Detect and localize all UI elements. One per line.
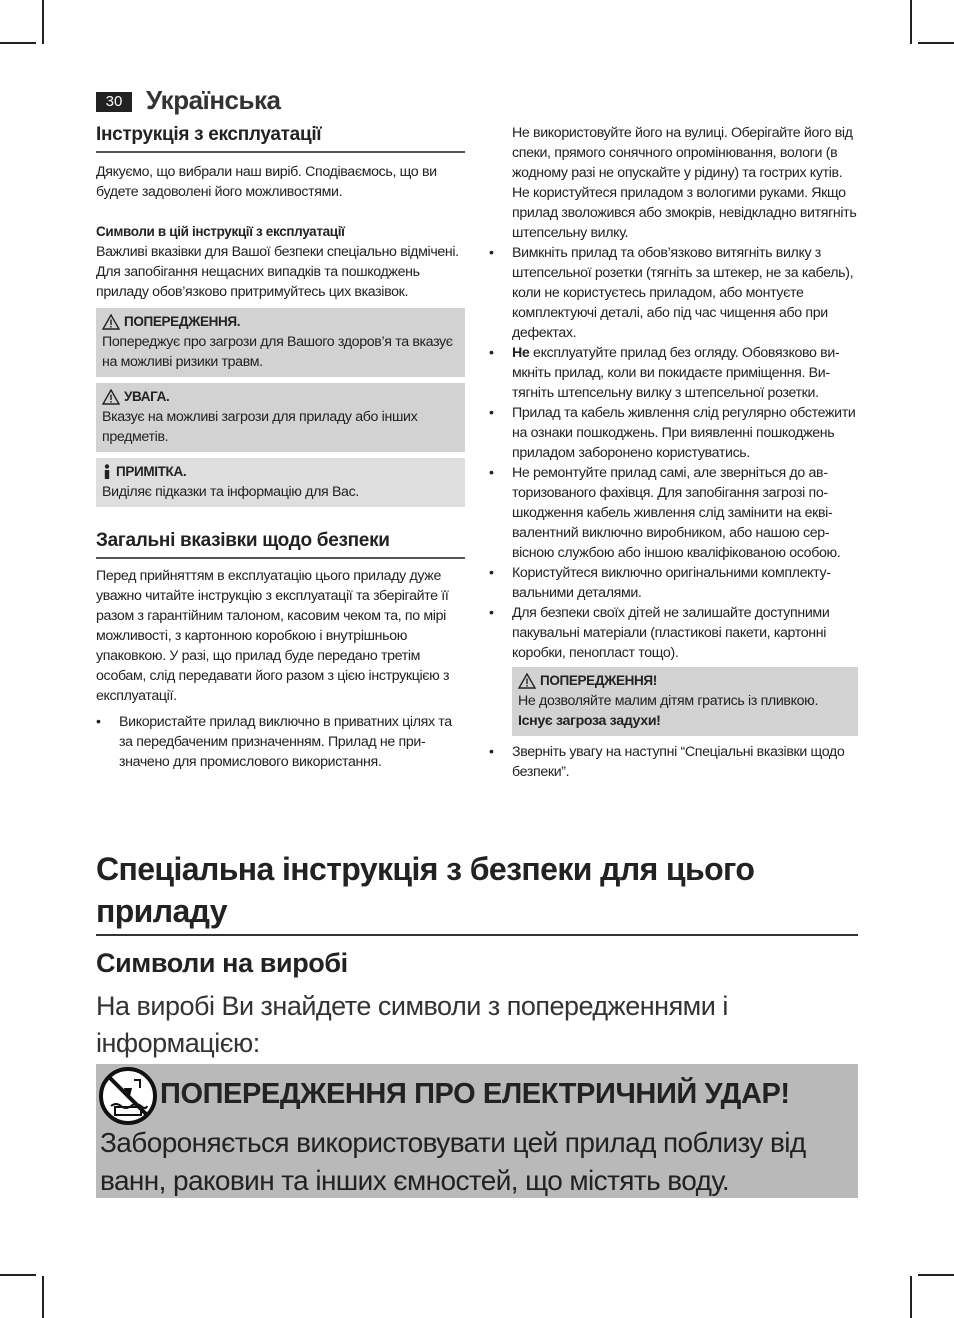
caution-box-title: УВАГА. (124, 389, 170, 404)
left-column (96, 125, 465, 772)
caution-box (96, 383, 465, 452)
list-item-text: експлуатуйте прилад без огляду. Обовязково вимкніть прилад, коли ви покидаєте приміщення. Витягніть штепсельну вилку з штепсельної розетки. (512, 345, 840, 401)
crop-mark (918, 1274, 954, 1276)
symbols-text: Важливі вказівки для Вашої безпеки спеціально відмічені. Для запобігання нещасних випадків та пошкоджень приладу обов’язково притримуйтесь цих вказівок. (96, 244, 459, 300)
warning-box-title: ПОПЕРЕДЖЕННЯ! (540, 673, 657, 688)
language-title: Українська (146, 85, 281, 115)
list-item (489, 343, 858, 403)
warning-triangle-icon (102, 389, 120, 405)
bullet-list (96, 712, 465, 772)
symbols-heading: Символи в цій інструкції з експлуатації (96, 224, 345, 239)
section-heading: Загальні вказівки щодо безпеки (96, 531, 465, 559)
right-column (489, 123, 858, 782)
warning-triangle-icon (518, 673, 536, 689)
list-item: • Прилад та кабель живлення слід регулярно обстежити на ознаки пошкоджень. При виявленні пошкоджень приладом заборонено користуватись. (489, 403, 858, 463)
warning-box-text: Не дозволяйте малим дітям гратись із пливкою. (518, 693, 819, 709)
bullet-list (489, 243, 858, 663)
safety-text: Перед прийняттям в експлуатацію цього приладу дуже уважно читайте інструкцію з експлуатації та зберігайте її разом з гарантійним талоном, касовим чеком та, по мірі можливості, з картонною коробкою і внутрішньою упаковкою. У разі, що прилад буде передано третім особам, слід передавати його разом з цією інструкцією з експлуатації. (96, 568, 450, 704)
continued-text: Не використовуйте його на вулиці. Оберігайте його від спеки, прямого сонячного опромінювання, вологи (в жодному разі не опускайте у рідину) та гострих кутів. Не користуйтеся приладом з вологими руками. Якщо прилад зволожився або змокрів, невідкладно витягніть штепсельну вилку. (512, 125, 857, 241)
special-title: Спеціальна інструкція з безпеки для цього приладу (96, 848, 858, 936)
symbols-on-product-text: На виробі Ви знайдете символи з попередженнями і інформацією: (96, 991, 728, 1058)
list-item: • Не ремонтуйте прилад самі, але зверніться до авторизованого фахівця. Для запобігання загрозі пошкодження кабель живлення слід замінити на еквівалентний виключно виробником, або нашою сервісною службою або іншою кваліфікованою особою. (489, 463, 858, 563)
no-water-icon (98, 1066, 158, 1126)
electric-shock-warning-box (96, 1064, 858, 1198)
list-item: • Для безпеки своїх дітей не залишайте доступними пакувальні матеріали (пластикові пакети, картонні коробки, пенопласт тощо). (489, 603, 858, 663)
warning-box (96, 308, 465, 377)
crop-mark (42, 1276, 44, 1318)
crop-mark (910, 0, 912, 44)
electric-shock-warning-text: Забороняється використовувати цей прилад поблизу від ванн, раковин та інших ємностей, що містять воду. (100, 1127, 806, 1196)
list-item: • Зверніть увагу на наступні “Спеціальні вказівки щодо безпеки”. (489, 742, 858, 782)
page-number: 30 (96, 92, 132, 112)
list-item: • Користуйтеся виключно оригінальними комплектувальними деталями. (489, 563, 858, 603)
list-item: • Вимкніть прилад та обов’язково витягніть вилку з штепсельної розетки (тягніть за штекер, не за кабель), коли не користуєтесь приладом, або монтуєте комплектуючі деталі, або під час чищення або при дефектах. (489, 243, 858, 343)
warning-triangle-icon (102, 314, 120, 330)
intro-text: Дякуємо, що вибрали наш виріб. Сподіваємось, що ви будете задоволені його можливостями. (96, 164, 437, 200)
crop-mark (910, 1276, 912, 1318)
bullet-list (489, 742, 858, 782)
crop-mark (0, 42, 36, 44)
note-box-title: ПРИМІТКА. (116, 464, 187, 479)
crop-mark (918, 42, 954, 44)
list-item: • Використайте прилад виключно в приватних цілях та за передбаченим призначенням. Прилад не призначено для промислового використання. (96, 712, 465, 772)
note-box (96, 458, 465, 507)
caution-box-text: Вказує на можливі загрози для приладу або інших предметів. (102, 409, 418, 445)
bold-word: Не (512, 345, 530, 361)
warning-box-title: ПОПЕРЕДЖЕННЯ. (124, 314, 241, 329)
warning-box-bold: Існує загроза задухи! (518, 713, 661, 729)
info-icon (102, 464, 112, 480)
note-box-text: Виділяє підказки та інформацію для Вас. (102, 484, 359, 500)
section-heading: Інструкція з експлуатації (96, 125, 465, 153)
crop-mark (42, 0, 44, 44)
crop-mark (0, 1274, 36, 1276)
symbols-on-product-title: Символи на виробі (96, 948, 348, 978)
electric-shock-warning-title: ПОПЕРЕДЖЕННЯ ПРО ЕЛЕКТРИЧНИЙ УДАР! (160, 1078, 790, 1110)
warning-box-text: Попереджує про загрози для Вашого здоров’я та вказує на можливі ризики травм. (102, 334, 453, 370)
warning-box (512, 667, 858, 736)
